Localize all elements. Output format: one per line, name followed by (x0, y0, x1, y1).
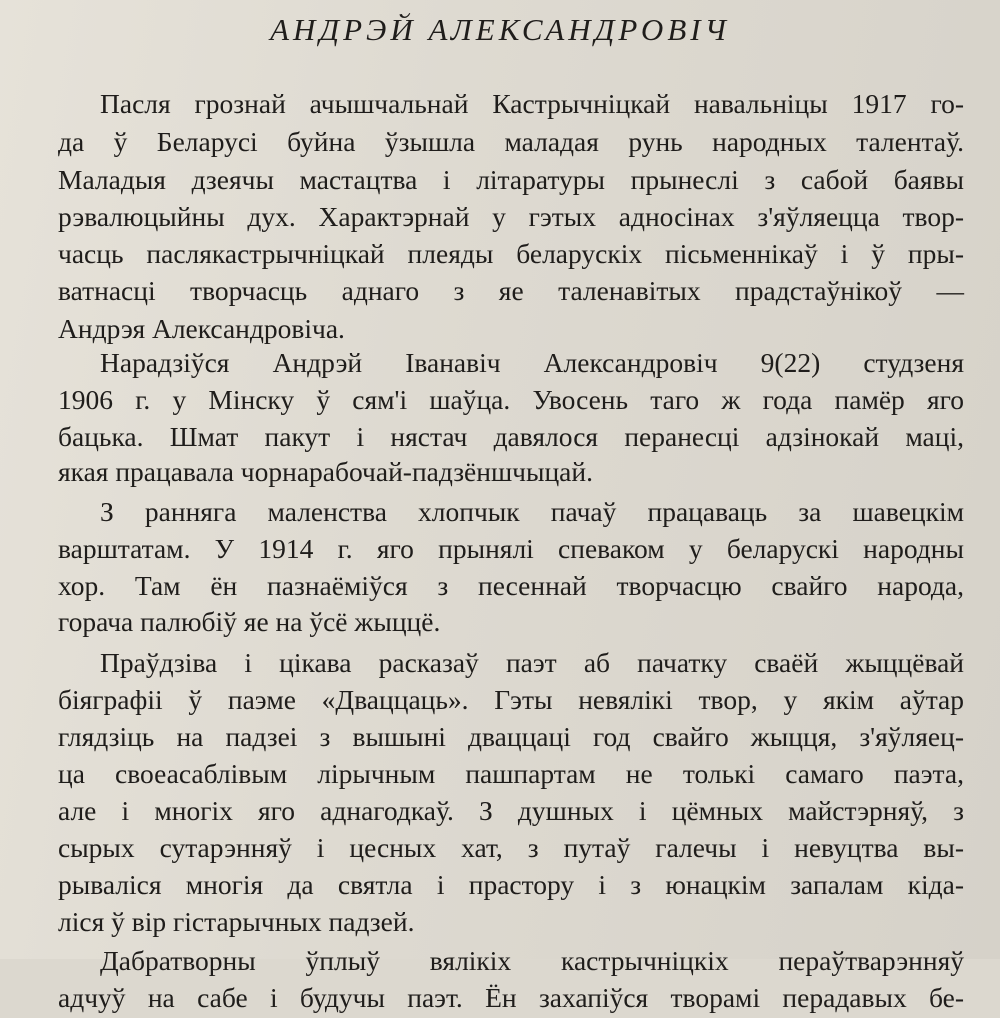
text-line: адчуў на сабе і будучы паэт. Ён захапіўся творамі перадавых бе- (58, 982, 964, 1013)
text-line: хор. Там ён пазнаёміўся з песеннай творчасцю свайго народа, (58, 570, 964, 601)
text-line: сырых сутарэнняў і цесных хат, з путаў галечы і невуцтва вы- (58, 832, 964, 863)
text-line: Дабратворны ўплыў вялікіх кастрычніцкіх пераўтварэнняў (100, 945, 964, 976)
text-line: да ў Беларусі буйна ўзышла маладая рунь народных талентаў. (58, 126, 964, 157)
text-line: Пасля грознай ачышчальнай Кастрычніцкай навальніцы 1917 го- (100, 88, 964, 119)
text-line: З ранняга маленства хлопчык пачаў працаваць за шавецкім (100, 496, 964, 527)
text-line: 1906 г. у Мінску ў сям'і шаўца. Увосень таго ж года памёр яго (58, 384, 964, 415)
text-line: але і многіх яго аднагодкаў. З душных і цёмных майстэрняў, з (58, 795, 964, 826)
text-line: Андрэя Александровіча. (58, 313, 345, 344)
text-line: ца своеасаблівым лірычным пашпартам не толькі самаго паэта, (58, 758, 964, 789)
text-line: рэвалюцыйны дух. Характэрнай у гэтых адносінах з'яўляецца твор- (58, 201, 964, 232)
text-line: рываліся многія да святла і прастору і з юнацкім запалам кіда- (58, 869, 964, 900)
text-line: Праўдзіва і цікава расказаў паэт аб пачатку сваёй жыццёвай (100, 647, 964, 678)
text-line: варштатам. У 1914 г. яго прынялі спеваком у беларускі народны (58, 533, 964, 564)
text-line: часць паслякастрычніцкай плеяды беларускіх пісьменнікаў і ў пры- (58, 238, 964, 269)
text-line: ватнасці творчасць аднаго з яе таленавітых прадстаўнікоў — (58, 275, 964, 306)
text-line: якая працавала чорнарабочай-падзёншчыцай. (58, 456, 593, 487)
text-line: бацька. Шмат пакут і нястач давялося перанесці адзінокай маці, (58, 421, 964, 452)
text-line: біяграфіі ў паэме «Дваццаць». Гэты невялікі твор, у якім аўтар (58, 684, 964, 715)
text-line: ліся ў вір гістарычных падзей. (58, 906, 415, 937)
page-title: АНДРЭЙ АЛЕКСАНДРОВІЧ (270, 12, 730, 47)
text-line: глядзіць на падзеі з вышыні дваццаці год свайго жыцця, з'яўляец- (58, 721, 964, 752)
text-line: горача палюбіў яе на ўсё жыццё. (58, 606, 441, 637)
text-line: Нарадзіўся Андрэй Іванавіч Александровіч 9(22) студзеня (100, 347, 964, 378)
text-line: Маладыя дзеячы мастацтва і літаратуры прынеслі з сабой баявы (58, 164, 964, 195)
